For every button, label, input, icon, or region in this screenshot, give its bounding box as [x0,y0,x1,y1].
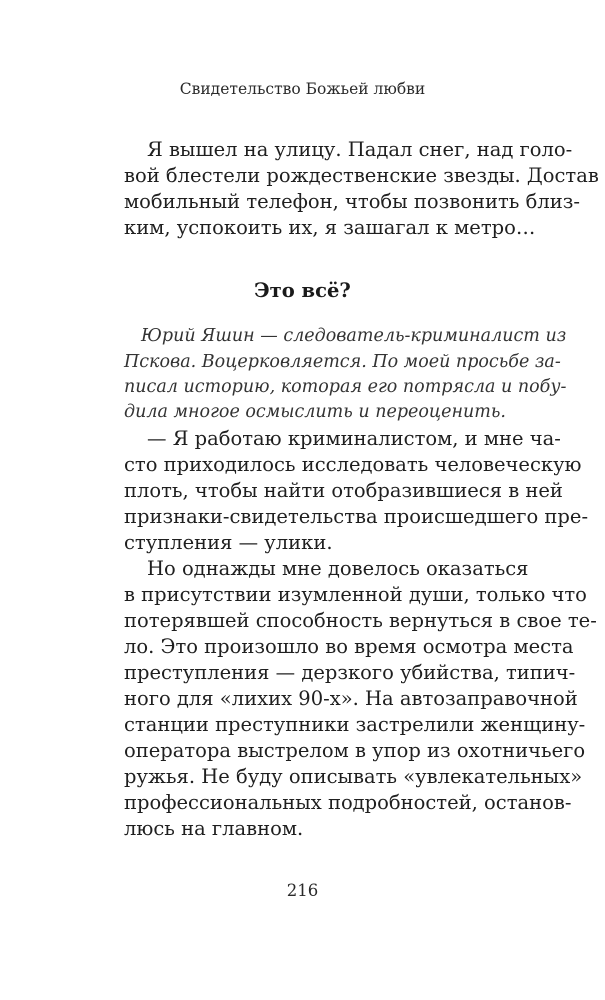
text-line: сто приходилось исследовать человеческую [124,453,582,476]
text-line: ного для «лихих 90-х». На автозаправочной [124,687,578,710]
text-line: профессиональных подробностей, останов- [124,791,572,814]
epigraph-line: Пскова. Воцерковляется. По моей просьбе за- [124,352,561,372]
running-head: Свидетельство Божьей любви [179,80,426,98]
text-line: ло. Это произошло во время осмотра места [124,635,574,658]
text-line: — Я работаю криминалистом, и мне ча- [147,427,561,450]
text-line: преступления — дерзкого убийства, типич- [124,661,576,684]
text-line: признаки-свидетельства происшедшего пре- [124,505,589,528]
text-line: плоть, чтобы найти отобразившиеся в ней [124,479,563,502]
text-line: люсь на главном. [124,817,304,840]
page-number: 216 [286,881,319,900]
epigraph-line: Юрий Яшин — следователь-криминалист из [141,326,567,346]
text-line: в присутствии изумленной души, только что [124,583,587,606]
text-line: Но однажды мне довелось оказаться [147,557,529,580]
text-line: ким, успокоить их, я зашагал к метро… [124,216,536,239]
text-line: оператора выстрелом в упор из охотничьего [124,739,586,762]
text-line: Я вышел на улицу. Падал снег, над голо- [147,138,573,161]
epigraph-line: писал историю, которая его потрясла и побу- [124,377,567,397]
text-line: потерявшей способность вернуться в свое те- [124,609,597,632]
text-line: станции преступники застрелили женщину- [124,713,586,736]
text-line: ступления — улики. [124,531,333,554]
section-title: Это всё? [254,279,351,302]
text-line: вой блестели рождественские звезды. Достав [124,164,599,187]
epigraph-line: дила многое осмыслить и переоценить. [124,402,506,422]
text-line: ружья. Не буду описывать «увлекательных» [124,765,583,788]
text-line: мобильный телефон, чтобы позвонить близ- [124,190,580,213]
